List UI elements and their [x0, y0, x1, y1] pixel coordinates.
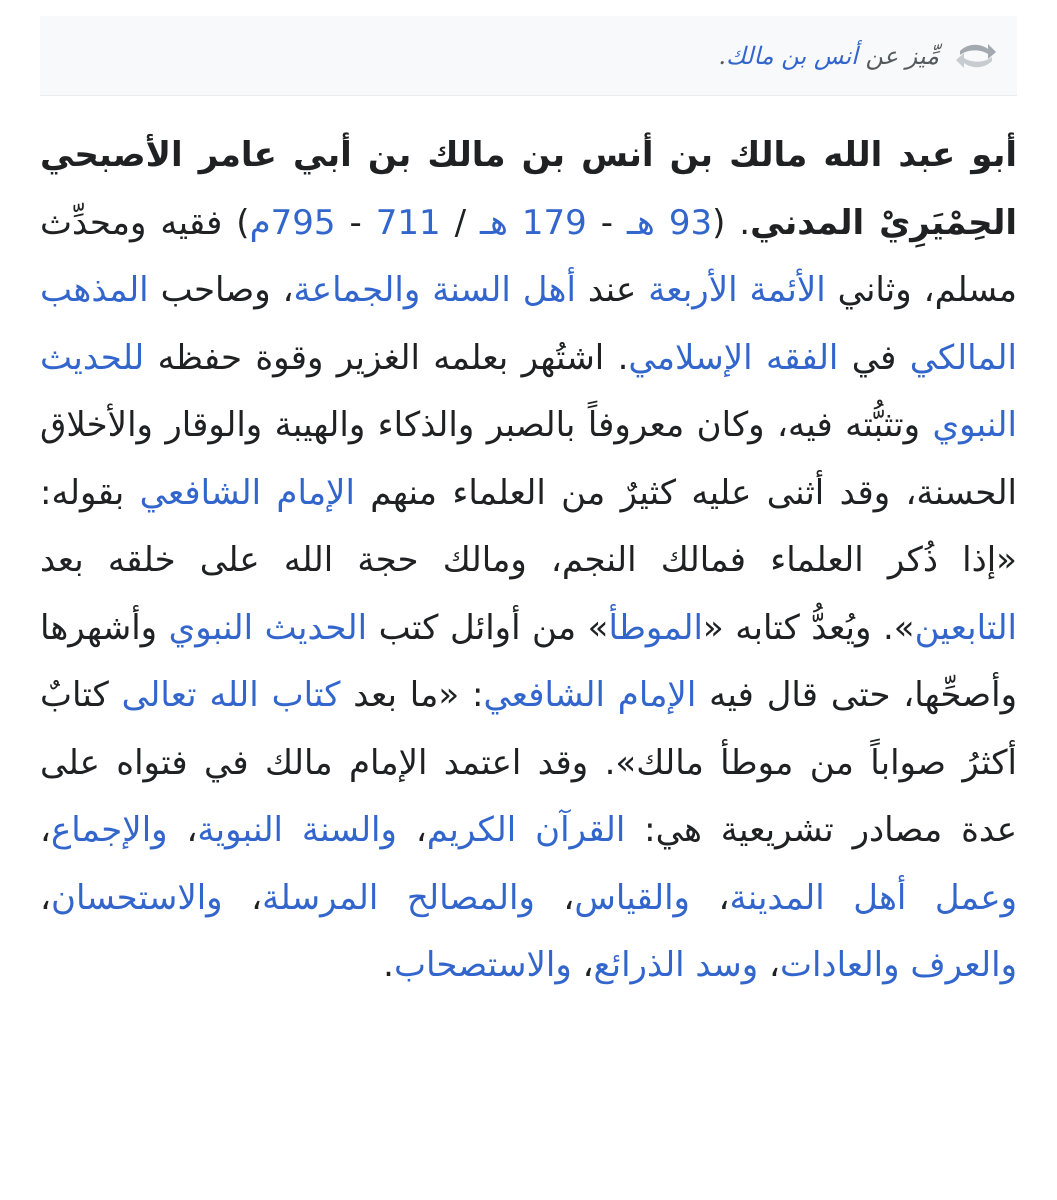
- article-paragraph: [40, 122, 1017, 1000]
- article-text: » من أوائل كتب: [367, 607, 609, 648]
- article-link[interactable]: وعمل أهل المدينة: [729, 877, 1018, 918]
- article-text: ، وصاحب: [148, 270, 294, 310]
- article-text: : «ما بعد: [340, 675, 484, 715]
- article-text: ،: [40, 810, 51, 850]
- article-text: ،: [758, 945, 780, 985]
- article-link[interactable]: وسد الذرائع: [593, 945, 759, 985]
- article-link[interactable]: التابعين: [914, 607, 1017, 648]
- disambiguation-hatnote: [40, 16, 1017, 96]
- article-link[interactable]: والاستصحاب: [393, 945, 572, 985]
- article-link[interactable]: والقياس: [574, 877, 690, 918]
- article-link[interactable]: 711: [375, 202, 441, 243]
- article-link[interactable]: والاستحسان: [50, 877, 223, 918]
- article-text: ،: [689, 877, 730, 918]
- article-text: ،: [167, 810, 198, 850]
- article-text: -: [586, 202, 627, 243]
- article-text: . (: [712, 202, 751, 243]
- article-link[interactable]: والعرف والعادات: [779, 945, 1017, 985]
- article-text: ،: [396, 810, 427, 850]
- article-text: في: [838, 337, 910, 378]
- article-link[interactable]: والإجماع: [50, 810, 168, 850]
- hatnote-link[interactable]: أنس بن مالك: [725, 41, 858, 70]
- article-link[interactable]: الأئمة الأربعة: [648, 270, 826, 310]
- article-link[interactable]: القرآن الكريم: [426, 810, 626, 850]
- article-link[interactable]: الإمام الشافعي: [139, 472, 355, 513]
- article-link[interactable]: المذهب المالكي: [40, 270, 1017, 378]
- hatnote-prefix: مِّيز عن: [857, 41, 939, 70]
- article-link[interactable]: 795م: [249, 202, 336, 243]
- article-link[interactable]: كتاب الله تعالى: [121, 675, 341, 715]
- article-text: ،: [571, 945, 594, 985]
- hatnote-suffix: .: [718, 41, 726, 70]
- article-text: ». ويُعدُّ كتابه «: [702, 607, 915, 648]
- article-text: كتابٌ أكثرُ صواباً من موطأ مالك». وقد اعتمد الإمام مالك في فتواه على عدة مصادر تشريعية هي:: [40, 675, 1018, 850]
- hatnote-text: [718, 42, 939, 70]
- article-link[interactable]: الإمام الشافعي: [483, 675, 697, 715]
- article-text: وتثبُّته فيه، وكان معروفاً بالصبر والذكاء والهيبة والوقار والأخلاق الحسنة، وقد أثنى عليه كثيرٌ من العلماء منهم: [40, 405, 1017, 513]
- article-title-bold: أبو عبد الله مالك بن أنس بن مالك بن أبي عامر الأصبحي الحِمْيَرِيْ المدني: [40, 135, 1018, 243]
- disambiguation-arrows-icon: [951, 36, 1001, 76]
- article-text: ،: [534, 877, 575, 918]
- article-text: عند: [575, 270, 649, 310]
- article-link[interactable]: أهل السنة والجماعة: [293, 270, 576, 310]
- article-link[interactable]: 93 هـ: [626, 202, 713, 243]
- article-link[interactable]: 179 هـ: [480, 202, 587, 243]
- article-link[interactable]: للحديث النبوي: [40, 337, 1017, 445]
- article-text: بقوله: «إذا ذُكر العلماء فمالك النجم، ومالك حجة الله على خلقه بعد: [40, 472, 1017, 580]
- article-text: ،: [222, 877, 263, 918]
- article-text: ،: [40, 877, 51, 918]
- article-text: وأشهرها وأصحِّها، حتى قال فيه: [40, 607, 1017, 715]
- article-link[interactable]: الحديث النبوي: [168, 607, 368, 648]
- article-text: . اشتُهر بعلمه الغزير وقوة حفظه: [144, 337, 629, 378]
- article-link[interactable]: الفقه الإسلامي: [628, 337, 839, 378]
- article-text: /: [440, 202, 480, 243]
- article-text: ) فقيه ومحدِّث مسلم، وثاني: [40, 202, 1018, 310]
- article-link[interactable]: والسنة النبوية: [197, 810, 397, 850]
- article-link[interactable]: والمصالح المرسلة: [262, 877, 535, 918]
- article-text: .: [383, 945, 394, 985]
- article-link[interactable]: الموطأ: [608, 607, 703, 648]
- article-text: -: [335, 202, 376, 243]
